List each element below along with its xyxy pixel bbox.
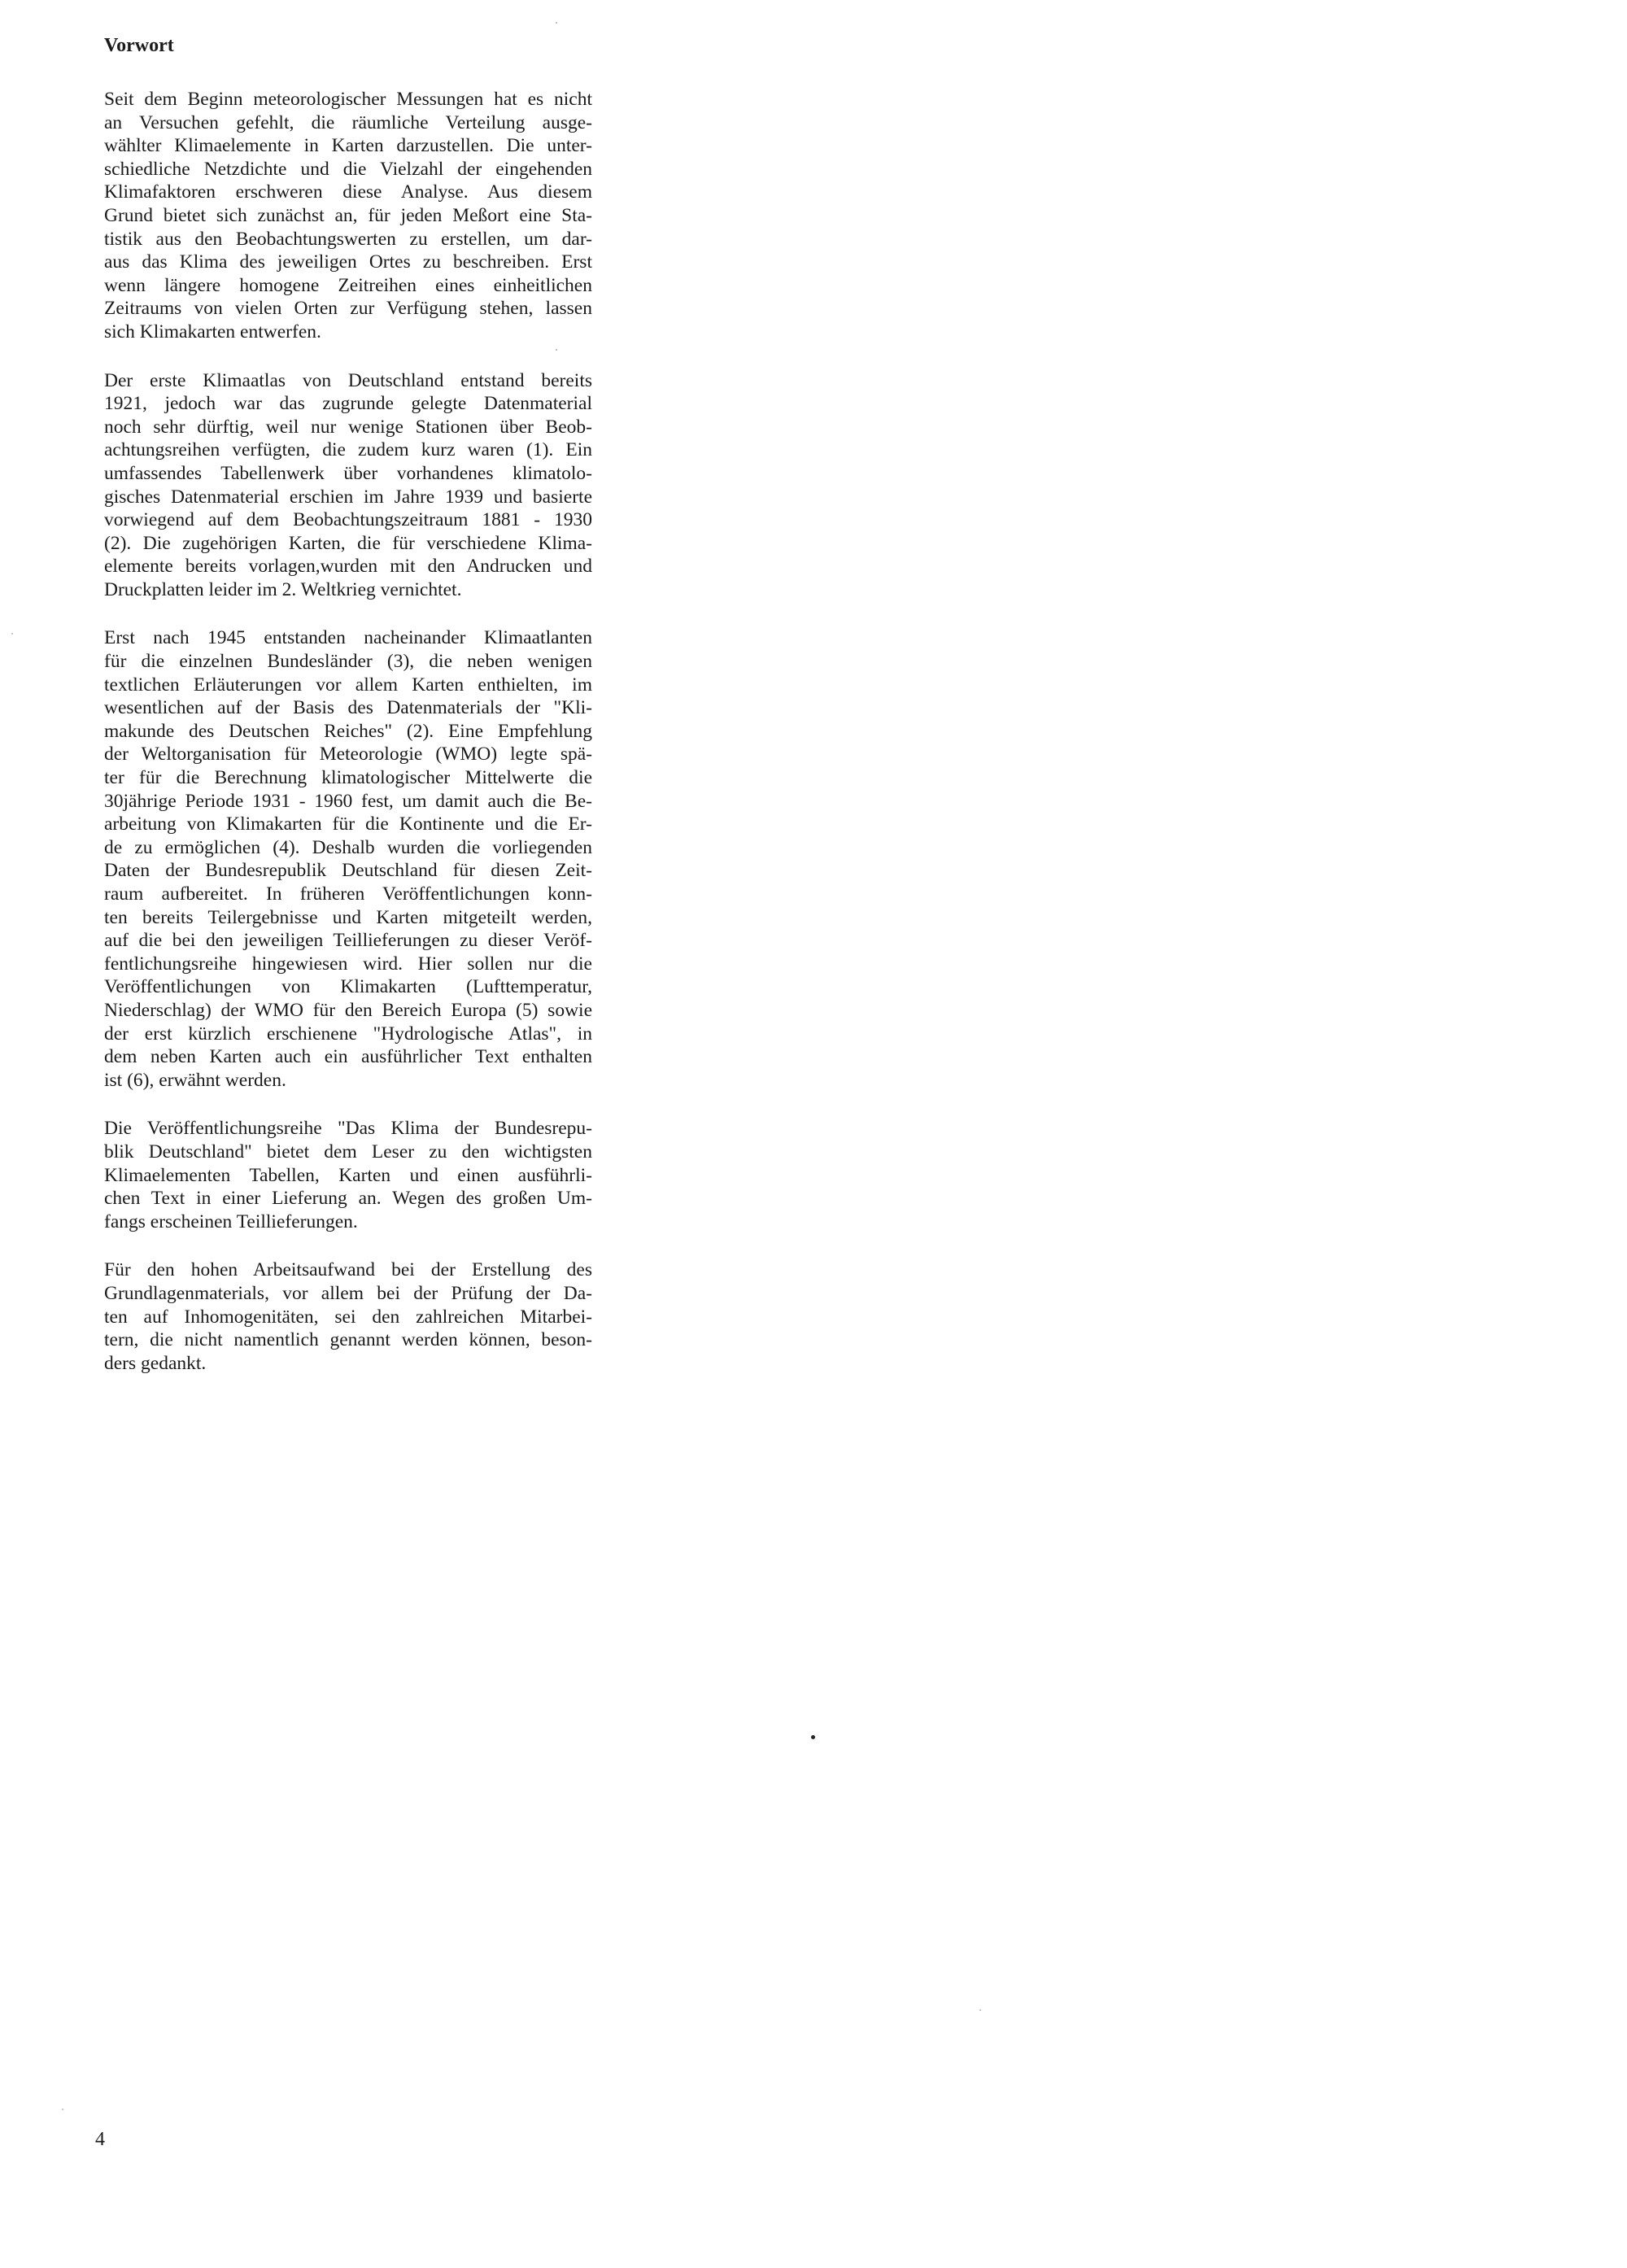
text-line: de zu ermöglichen (4). Deshalb wurden die vorliegenden [104,836,592,858]
print-speck [11,633,13,635]
text-line: ist (6), erwähnt werden. [104,1069,286,1091]
text-line: für die einzelnen Bundesländer (3), die neben wenigen [104,651,592,673]
text-line: Der erste Klimaatlas von Deutschland entstand bereits [104,369,592,391]
text-line: blik Deutschland" bietet dem Leser zu den wichtigsten [104,1141,592,1162]
text-line: Grund bietet sich zunächst an, für jeden Meßort eine Sta- [104,204,592,226]
text-line: Die Veröffentlichungsreihe "Das Klima der Bundesrepu- [104,1118,592,1140]
text-line: 1921, jedoch war das zugrunde gelegte Datenmaterial [104,393,592,415]
text-line: aus das Klima des jeweiligen Ortes zu beschreiben. Erst [104,251,592,273]
text-line: fentlichungsreihe hingewiesen wird. Hier sollen nur die [104,953,592,975]
text-line: an Versuchen gefehlt, die räumliche Verteilung ausge- [104,111,592,133]
text-line: wählter Klimaelemente in Karten darzustellen. Die unter- [104,135,592,157]
text-line: noch sehr dürftig, weil nur wenige Stationen über Beob- [104,416,592,438]
text-line: vorwiegend auf dem Beobachtungszeitraum 1881 - 1930 [104,509,592,531]
text-line: achtungsreihen verfügten, die zudem kurz waren (1). Ein [104,439,592,461]
text-line: dem neben Karten auch ein ausführlicher Text enthalten [104,1046,592,1068]
text-column [104,33,592,1400]
text-line: wenn längere homogene Zeitreihen eines einheitlichen [104,274,592,296]
paragraph [104,369,592,602]
text-line: arbeitung von Klimakarten für die Kontinente und die Er- [104,813,592,835]
text-line: textlichen Erläuterungen vor allem Karten enthielten, im [104,674,592,696]
text-line: chen Text in einer Lieferung an. Wegen des großen Um- [104,1188,592,1210]
text-line: Seit dem Beginn meteorologischer Messungen hat es nicht [104,89,592,110]
text-line: Druckplatten leider im 2. Weltkrieg vernichtet. [104,578,462,600]
paragraph [104,1117,592,1233]
text-line: Klimafaktoren erschweren diese Analyse. Aus diesem [104,181,592,203]
text-line: raum aufbereitet. In früheren Veröffentlichungen konn- [104,883,592,905]
text-line: Erst nach 1945 entstanden nacheinander Klimaatlanten [104,627,592,649]
text-line: elemente bereits vorlagen,wurden mit den Andrucken und [104,556,592,578]
print-speck [811,1735,815,1739]
text-line: Zeitraums von vielen Orten zur Verfügung stehen, lassen [104,298,592,320]
print-speck [979,2009,981,2011]
text-line: Grundlagenmaterials, vor allem bei der Prüfung der Da- [104,1282,592,1304]
text-line: Niederschlag) der WMO für den Bereich Europa (5) sowie [104,999,592,1021]
text-line: tistik aus den Beobachtungswerten zu erstellen, um dar- [104,228,592,250]
text-line: ders gedankt. [104,1352,207,1374]
text-line: der erst kürzlich erschienene "Hydrologische Atlas", in [104,1023,592,1045]
text-line: fangs erscheinen Teillieferungen. [104,1210,358,1232]
text-line: ten auf Inhomogenitäten, sei den zahlreichen Mitarbei- [104,1306,592,1328]
text-line: Für den hohen Arbeitsaufwand bei der Erstellung des [104,1259,592,1281]
text-line: Klimaelementen Tabellen, Karten und einen ausführli- [104,1164,592,1186]
text-line: ten bereits Teilergebnisse und Karten mitgeteilt werden, [104,906,592,928]
text-line: (2). Die zugehörigen Karten, die für verschiedene Klima- [104,532,592,554]
paragraph [104,88,592,344]
text-line: Daten der Bundesrepublik Deutschland für diesen Zeit- [104,860,592,882]
text-line: sich Klimakarten entwerfen. [104,321,321,342]
body-text [104,88,592,1375]
text-line: makunde des Deutschen Reiches" (2). Eine Empfehlung [104,720,592,742]
text-line: ter für die Berechnung klimatologischer Mittelwerte die [104,767,592,789]
print-speck [556,22,557,24]
text-line: der Weltorganisation für Meteorologie (WMO) legte spä- [104,744,592,765]
print-speck [62,2109,63,2110]
text-line: 30jährige Periode 1931 - 1960 fest, um damit auch die Be- [104,790,592,812]
text-line: schiedliche Netzdichte und die Vielzahl der eingehenden [104,158,592,180]
text-line: wesentlichen auf der Basis des Datenmaterials der "Kli- [104,697,592,719]
text-line: tern, die nicht namentlich genannt werden können, beson- [104,1329,592,1351]
text-line: gisches Datenmaterial erschien im Jahre 1939 und basierte [104,486,592,508]
text-line: umfassendes Tabellenwerk über vorhandenes klimatolo- [104,462,592,484]
paragraph [104,1258,592,1375]
page-number: 4 [95,2129,105,2150]
print-speck [556,349,557,351]
text-line: Veröffentlichungen von Klimakarten (Lufttemperatur, [104,976,592,998]
paragraph [104,626,592,1092]
text-line: auf die bei den jeweiligen Teillieferungen zu dieser Veröf- [104,930,592,952]
page-title: Vorwort [104,35,174,56]
